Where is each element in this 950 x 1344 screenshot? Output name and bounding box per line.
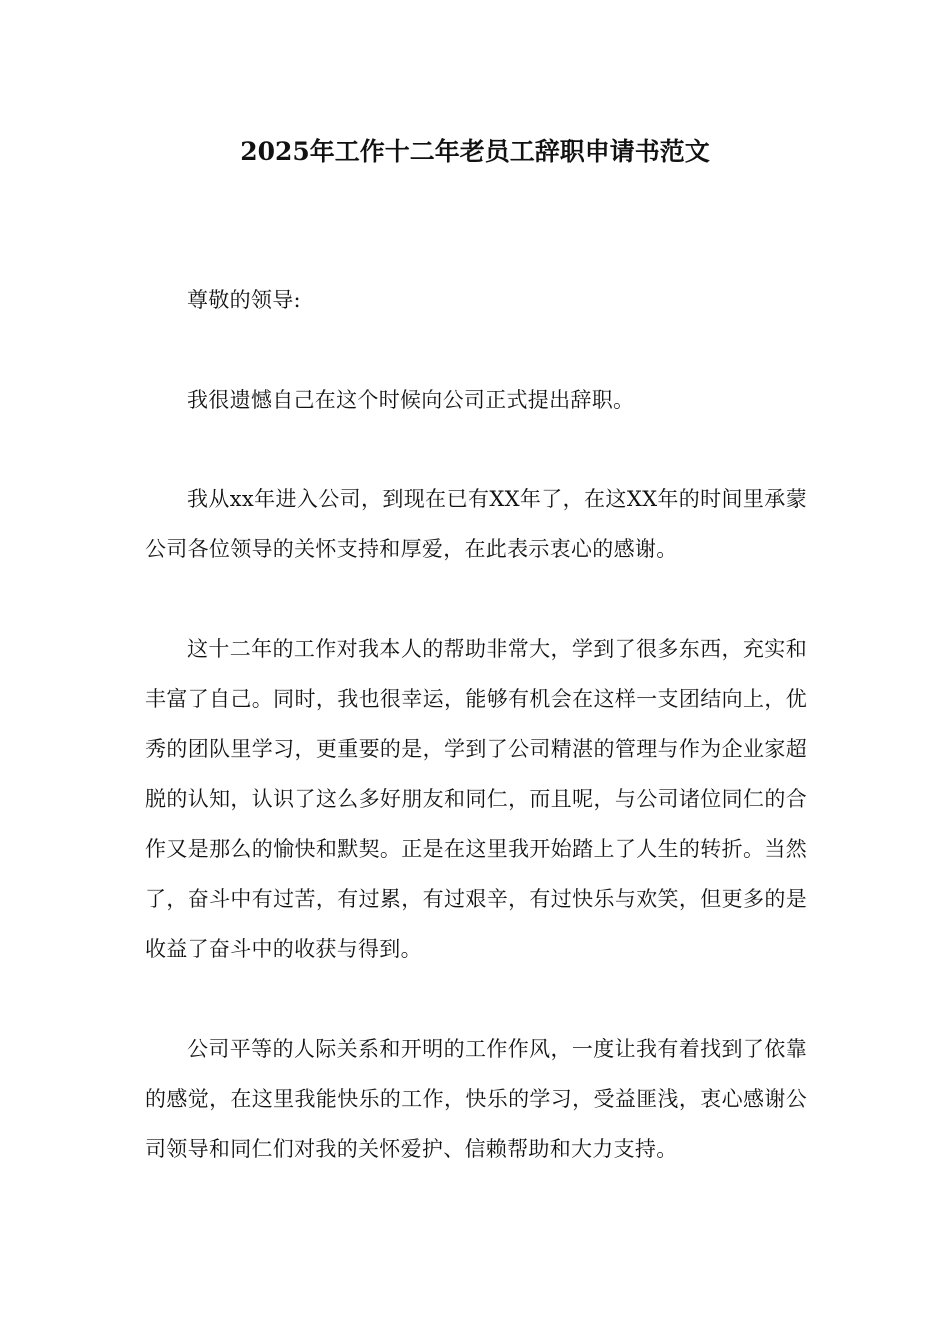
paragraph-3: 这十二年的工作对我本人的帮助非常大，学到了很多东西，充实和丰富了自己。同时，我也很幸运，能够有机会在这样一支团结向上，优秀的团队里学习，更重要的是，学到了公司精湛的管理与作为企业家超脱的认知，认识了这么多好朋友和同仁，而且呢，与公司诸位同仁的合作又是那么的愉快和默契。正是在这里我开始踏上了人生的转折。当然了，奋斗中有过苦，有过累，有过艰辛，有过快乐与欢笑，但更多的是收益了奋斗中的收获与得到。: [145, 637, 807, 961]
paragraph-2: 我从xx年进入公司，到现在已有XX年了，在这XX年的时间里承蒙公司各位领导的关怀支持和厚爱，在此表示衷心的感谢。: [145, 487, 807, 561]
paragraph-1: 我很遗憾自己在这个时候向公司正式提出辞职。: [187, 388, 635, 412]
paragraph-4: 公司平等的人际关系和开明的工作作风，一度让我有着找到了依靠的感觉，在这里我能快乐的工作，快乐的学习，受益匪浅，衷心感谢公司领导和同仁们对我的关怀爱护、信赖帮助和大力支持。: [145, 1037, 807, 1161]
document-title: 2025年工作十二年老员工辞职申请书范文: [240, 137, 710, 166]
salutation: 尊敬的领导:: [187, 288, 301, 312]
